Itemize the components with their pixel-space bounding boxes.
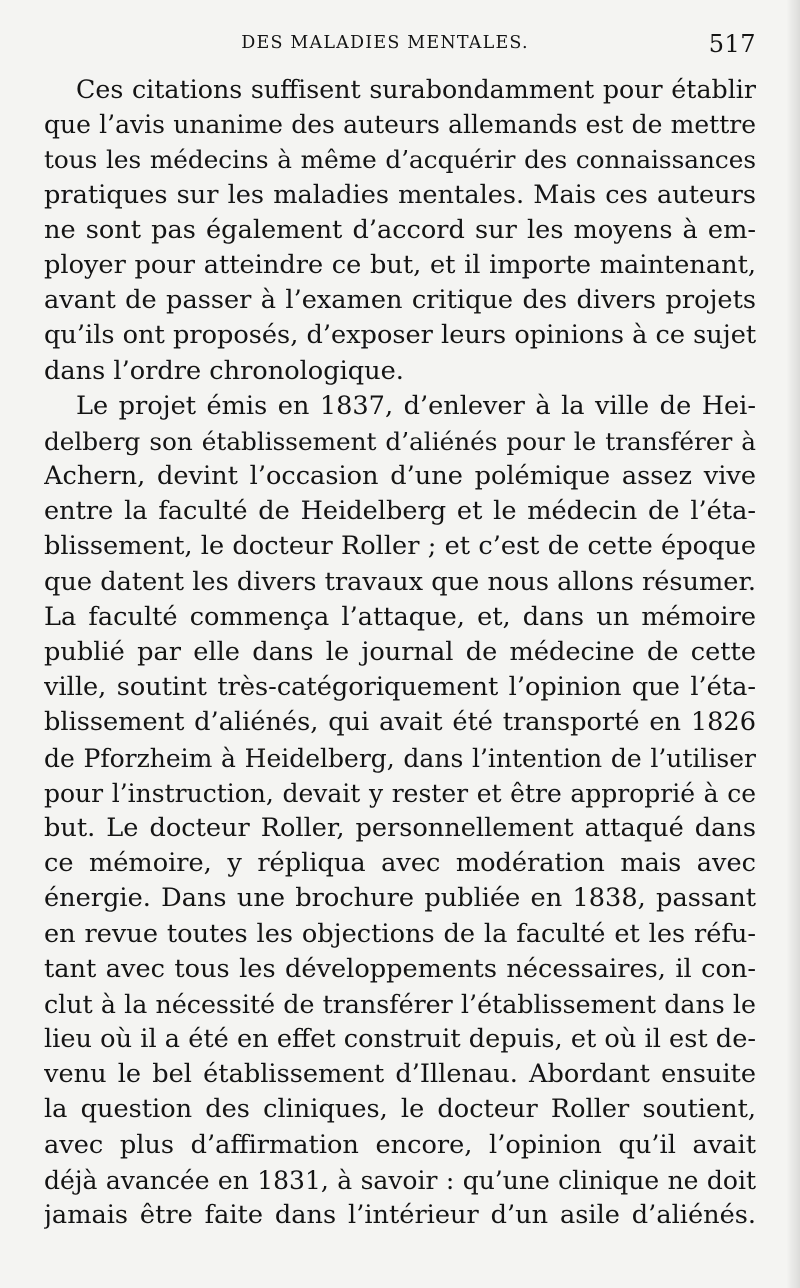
text-line: en revue toutes les objections de la faculté et les réfu- — [44, 918, 756, 949]
text-line: ployer pour atteindre ce but, et il importe maintenant, — [44, 249, 756, 280]
text-line: la question des cliniques, le docteur Roller soutient, — [44, 1094, 756, 1125]
text-line: avant de passer à l’examen critique des divers projets — [44, 285, 756, 316]
text-line: clut à la nécessité de transférer l’établissement dans le — [44, 989, 756, 1019]
text-line: ne sont pas également d’accord sur les moyens à em- — [44, 214, 756, 245]
text-line: venu le bel établissement d’Illenau. Abordant ensuite — [44, 1059, 756, 1090]
text-line: La faculté commença l’attaque, et, dans un mémoire — [44, 601, 756, 632]
text-line: tous les médecins à même d’acquérir des connaissances — [44, 145, 756, 175]
text-line: lieu où il a été en effet construit depuis, et où il est de- — [44, 1024, 756, 1055]
text-line: que l’avis unanime des auteurs allemands est de mettre — [44, 110, 756, 140]
text-line: déjà avancée en 1831, à savoir : qu’une clinique ne doit — [44, 1165, 756, 1195]
text-line: que datent les divers travaux que nous allons résumer. — [44, 566, 756, 597]
text-line: but. Le docteur Roller, personnellement attaqué dans — [44, 812, 756, 843]
text-line: blissement d’aliénés, qui avait été transporté en 1826 — [44, 707, 756, 738]
page-number: 517 — [708, 30, 756, 58]
text-line: jamais être faite dans l’intérieur d’un asile d’aliénés. — [44, 1200, 756, 1230]
text-line: avec plus d’affirmation encore, l’opinion qu’il avait — [44, 1129, 756, 1160]
text-line: énergie. Dans une brochure publiée en 1838, passant — [44, 883, 756, 914]
running-head — [44, 30, 756, 63]
text-line: Achern, devint l’occasion d’une polémique assez vive — [44, 461, 756, 492]
text-line: publié par elle dans le journal de médecine de cette — [44, 637, 756, 667]
running-title: DES MALADIES MENTALES. — [241, 33, 529, 53]
text-line: dans l’ordre chronologique. — [44, 355, 404, 386]
body-text — [44, 72, 756, 1233]
text-line: blissement, le docteur Roller ; et c’est de cette époque — [44, 531, 756, 562]
text-line: pratiques sur les maladies mentales. Mais ces auteurs — [44, 179, 756, 210]
text-line: delberg son établissement d’aliénés pour le transférer à — [44, 426, 756, 456]
text-line: ville, soutint très-catégoriquement l’opinion que l’éta- — [44, 672, 756, 703]
text-line: Ces citations suffisent surabondamment pour établir — [76, 75, 756, 104]
text-line: pour l’instruction, devait y rester et être approprié à ce — [44, 778, 756, 808]
text-line: Le projet émis en 1837, d’enlever à la ville de Hei- — [76, 390, 756, 421]
text-line: de Pforzheim à Heidelberg, dans l’intention de l’utiliser — [44, 743, 756, 773]
text-line: qu’ils ont proposés, d’exposer leurs opinions à ce sujet — [44, 320, 756, 351]
text-line: ce mémoire, y répliqua avec modération mais avec — [44, 848, 756, 879]
text-line: entre la faculté de Heidelberg et le médecin de l’éta- — [44, 496, 756, 527]
text-line: tant avec tous les développements nécessaires, il con- — [44, 953, 756, 984]
